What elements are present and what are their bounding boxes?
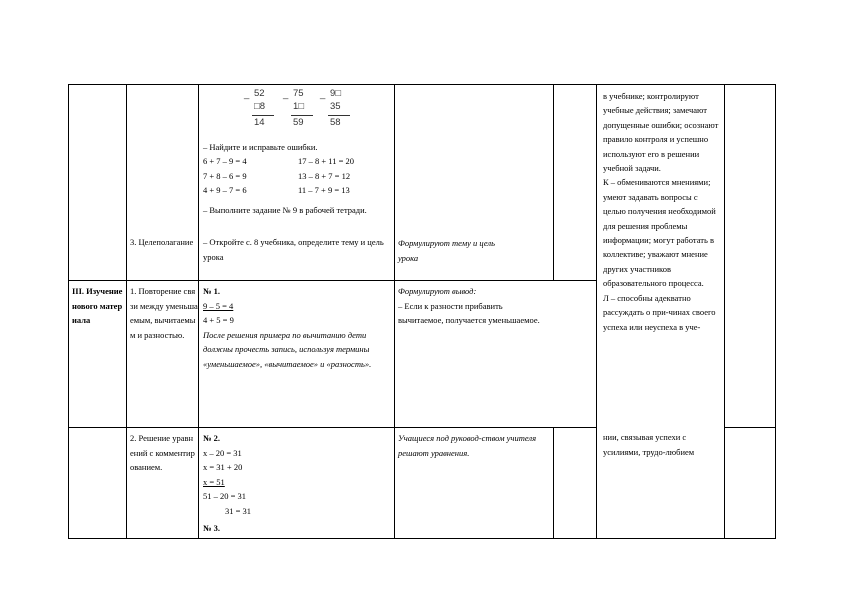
subtrahend: 35 <box>330 101 341 112</box>
row-divider-1 <box>68 280 596 281</box>
uud-regulatory-text: в учебнике; контролируют учебные действия; замечают допущенные ошибки; осознают правило контроля и успешно используют его в решении учебной задачи. <box>603 91 719 174</box>
minuend: 52 <box>254 88 265 99</box>
table-bottom-border <box>68 538 776 539</box>
uud-column <box>603 89 721 334</box>
uud-personal-text: Л – способны адекватно рассуждать о при-чинах своего успеха или неуспеха в уче- <box>603 292 716 332</box>
table-top-border <box>68 84 776 85</box>
task-number: № 1. <box>203 286 221 296</box>
column-subtraction-1: _ 52 □8 14 <box>244 88 274 132</box>
row3-substage <box>130 431 196 475</box>
row3-students <box>398 431 548 460</box>
subtrahend: 1□ <box>293 101 305 112</box>
row2-content <box>203 284 391 371</box>
minuend: 75 <box>293 88 304 99</box>
students-activity: Учащиеся под руковод-ством учителя решают уравнения. <box>398 433 537 458</box>
equation: 6 + 7 – 9 = 4 <box>203 156 247 166</box>
equation: 13 – 8 + 7 = 12 <box>298 170 351 181</box>
row1-equations-left <box>203 154 293 198</box>
equation: 4 + 9 – 7 = 6 <box>203 185 247 195</box>
students-activity: Формулируют тему и цель урока <box>398 238 495 263</box>
equation: x – 20 = 31 <box>203 447 242 458</box>
equation: 17 – 8 + 11 = 20 <box>298 156 355 166</box>
col-border-0 <box>68 84 69 539</box>
result: 14 <box>254 117 265 128</box>
row1-students <box>398 236 508 265</box>
uud-communicative-text: К – обмениваются мнениями; умеют задавать вопросы с целью получения необходимой для решения проблемы информации; могут работать в коллективе; уважают мнение других участников образовательного процесса. <box>603 177 716 289</box>
task-number: № 2. <box>203 433 221 443</box>
result-rule <box>328 115 350 116</box>
find-errors-text: – Найдите и исправьте ошибки. <box>203 142 318 152</box>
column-subtraction-3: _ 9□ 35 58 <box>320 88 352 132</box>
row1-task9 <box>203 203 383 218</box>
row3-content <box>203 431 391 536</box>
equation: 31 = 31 <box>225 505 252 516</box>
row1-stage-goal <box>130 235 198 250</box>
task9-text: – Выполните задание № 9 в рабочей тетради. <box>203 205 367 215</box>
task-number: № 3. <box>203 523 221 533</box>
equation: x = 51 <box>203 476 225 487</box>
row1-equations-right <box>298 154 392 198</box>
result-rule <box>252 115 274 116</box>
row1-open-page <box>203 235 393 264</box>
row-divider-2-right <box>724 427 776 428</box>
result: 59 <box>293 117 304 128</box>
equation: 11 – 7 + 9 = 13 <box>298 185 350 195</box>
column-subtraction-2: _ 75 1□ 59 <box>283 88 313 132</box>
equation: 51 – 20 = 31 <box>203 491 247 501</box>
equation: 4 + 5 = 9 <box>203 315 234 325</box>
conclusion-title: Формулируют вывод: <box>398 286 477 296</box>
goal-setting-label: 3. Целеполагание <box>130 237 194 247</box>
uud-personal-continued: нии, связывая успехи с усилиями, трудо-любием <box>603 432 695 457</box>
uud-column-bottom <box>603 430 721 459</box>
col-border-5 <box>596 84 597 539</box>
result: 58 <box>330 117 341 128</box>
substage-title: 2. Решение уравнений с комментированием. <box>130 433 195 472</box>
equation: x = 31 + 20 <box>203 462 243 472</box>
row2-stage <box>72 284 124 328</box>
col-border-6 <box>724 84 725 539</box>
teacher-note: После решения примера по вычитанию дети должны прочесть запись, используя термины «уменьшаемое», «вычитаемое» и «разность». <box>203 329 372 369</box>
subtrahend: □8 <box>254 101 266 112</box>
result-rule <box>291 115 313 116</box>
col-border-2 <box>198 84 199 539</box>
col-border-4-top <box>553 84 554 280</box>
stage-title: III. Изучение нового материала <box>72 286 123 325</box>
col-border-3 <box>394 84 395 539</box>
col-border-7 <box>775 84 776 539</box>
row-divider-2 <box>68 427 596 428</box>
col-border-4-bottom <box>553 427 554 539</box>
equation: 9 – 5 = 4 <box>203 300 234 311</box>
col-border-1 <box>126 84 127 539</box>
row2-students <box>398 284 548 328</box>
open-page-text: – Откройте с. 8 учебника, определите тему и цель урока <box>203 237 384 262</box>
minuend: 9□ <box>330 88 342 99</box>
substage-title: 1. Повторение связи между уменьшаемым, вычитаемым и разностью. <box>130 286 198 340</box>
row1-content <box>203 140 391 155</box>
row2-substage <box>130 284 198 342</box>
conclusion-text: – Если к разности прибавить вычитаемое, получается уменьшаемое. <box>398 300 540 325</box>
equation: 7 + 8 – 6 = 9 <box>203 170 247 181</box>
